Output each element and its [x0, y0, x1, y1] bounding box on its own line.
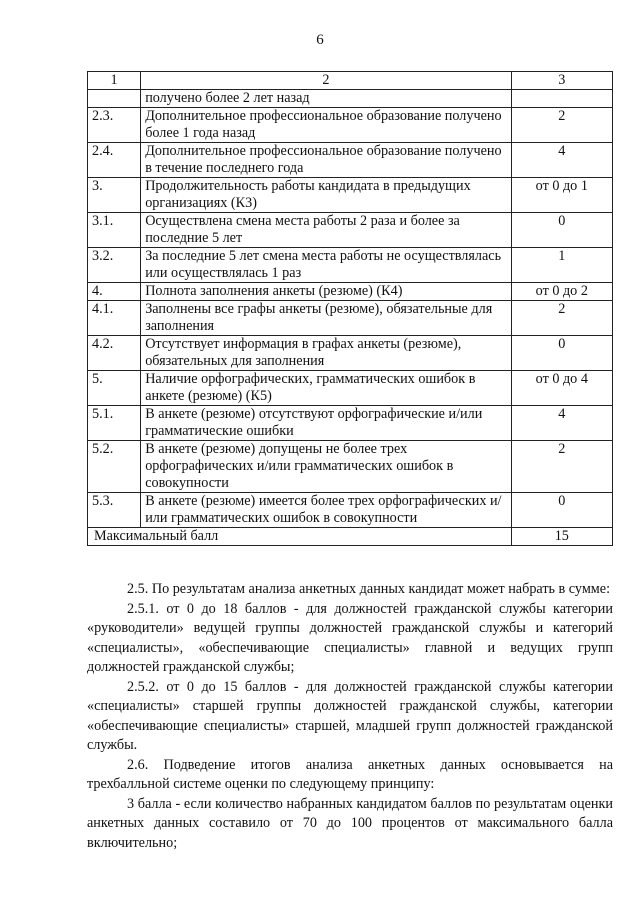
criterion-text: Дополнительное профессиональное образование получено более 1 года назад [141, 108, 511, 143]
criterion-text: Дополнительное профессиональное образование получено в течение последнего года [141, 143, 511, 178]
paragraph: 2.5.1. от 0 до 18 баллов - для должностей гражданской службы категории «руководители» ведущей группы должностей гражданской службы и категорий «специалисты», «обеспечивающие специалисты» главной и ведущих групп должностей гражданской службы; [87, 600, 613, 675]
criterion-text: Заполнены все графы анкеты (резюме), обязательные для заполнения [141, 301, 511, 336]
criterion-score: 0 [511, 213, 612, 248]
table-row [88, 108, 613, 143]
criterion-text: Наличие орфографических, грамматических ошибок в анкете (резюме) (К5) [141, 371, 511, 406]
table-row [88, 213, 613, 248]
row-number: 5.2. [88, 441, 141, 493]
column-header: 1 [88, 72, 141, 90]
paragraph: 2.5.2. от 0 до 15 баллов - для должностей гражданской службы категории «специалисты» старшей группы должностей гражданской службы, категории «обеспечивающие специалисты» старшей, младшей групп должностей гражданской службы. [87, 678, 613, 753]
criterion-score: 2 [511, 301, 612, 336]
criteria-table [87, 71, 613, 546]
criterion-text: Продолжительность работы кандидата в предыдущих организациях (К3) [141, 178, 511, 213]
criterion-text: Осуществлена смена места работы 2 раза и более за последние 5 лет [141, 213, 511, 248]
table-row [88, 90, 613, 108]
row-number: 2.4. [88, 143, 141, 178]
row-number: 4. [88, 283, 141, 301]
criterion-text: В анкете (резюме) допущены не более трех орфографических и/или грамматических ошибок в совокупности [141, 441, 511, 493]
row-number: 5.3. [88, 493, 141, 528]
criterion-text: За последние 5 лет смена места работы не осуществлялась или осуществлялась 1 раз [141, 248, 511, 283]
criterion-score: 2 [511, 441, 612, 493]
table-header-row [88, 72, 613, 90]
criterion-text: В анкете (резюме) отсутствуют орфографические и/или грамматические ошибки [141, 406, 511, 441]
criterion-text: В анкете (резюме) имеется более трех орфографических и/или грамматических ошибок в совокупности [141, 493, 511, 528]
table-total-row [88, 528, 613, 546]
criterion-score: 4 [511, 406, 612, 441]
criterion-score: 1 [511, 248, 612, 283]
criterion-score [511, 90, 612, 108]
criterion-score: 2 [511, 108, 612, 143]
criterion-score: 0 [511, 493, 612, 528]
table-row [88, 248, 613, 283]
row-number: 3.2. [88, 248, 141, 283]
row-number: 5.1. [88, 406, 141, 441]
row-number: 5. [88, 371, 141, 406]
body-text [87, 580, 613, 853]
column-header: 2 [141, 72, 511, 90]
table-row [88, 441, 613, 493]
table-row [88, 178, 613, 213]
column-header: 3 [511, 72, 612, 90]
criterion-score: 4 [511, 143, 612, 178]
criterion-score: 0 [511, 336, 612, 371]
page-number: 6 [316, 32, 324, 48]
criterion-text: Отсутствует информация в графах анкеты (резюме), обязательных для заполнения [141, 336, 511, 371]
table-row [88, 143, 613, 178]
criterion-score: от 0 до 4 [511, 371, 612, 406]
table-row [88, 493, 613, 528]
row-number: 3. [88, 178, 141, 213]
row-number: 2.3. [88, 108, 141, 143]
criterion-score: от 0 до 2 [511, 283, 612, 301]
row-number: 4.2. [88, 336, 141, 371]
row-number: 4.1. [88, 301, 141, 336]
row-number [88, 90, 141, 108]
criterion-text: получено более 2 лет назад [141, 90, 511, 108]
table-row [88, 336, 613, 371]
paragraph: 2.6. Подведение итогов анализа анкетных данных основывается на трехбалльной системе оценки по следующему принципу: [87, 756, 613, 792]
table-row [88, 283, 613, 301]
paragraph: 3 балла - если количество набранных кандидатом баллов по результатам оценки анкетных данных составило от 70 до 100 процентов от максимального балла включительно; [87, 795, 613, 851]
table-row [88, 301, 613, 336]
criterion-text: Полнота заполнения анкеты (резюме) (К4) [141, 283, 511, 301]
table-row [88, 371, 613, 406]
row-number: 3.1. [88, 213, 141, 248]
criterion-score: от 0 до 1 [511, 178, 612, 213]
paragraph: 2.5. По результатам анализа анкетных данных кандидат может набрать в сумме: [127, 581, 611, 597]
total-label: Максимальный балл [88, 528, 512, 546]
table-row [88, 406, 613, 441]
total-value: 15 [511, 528, 612, 546]
